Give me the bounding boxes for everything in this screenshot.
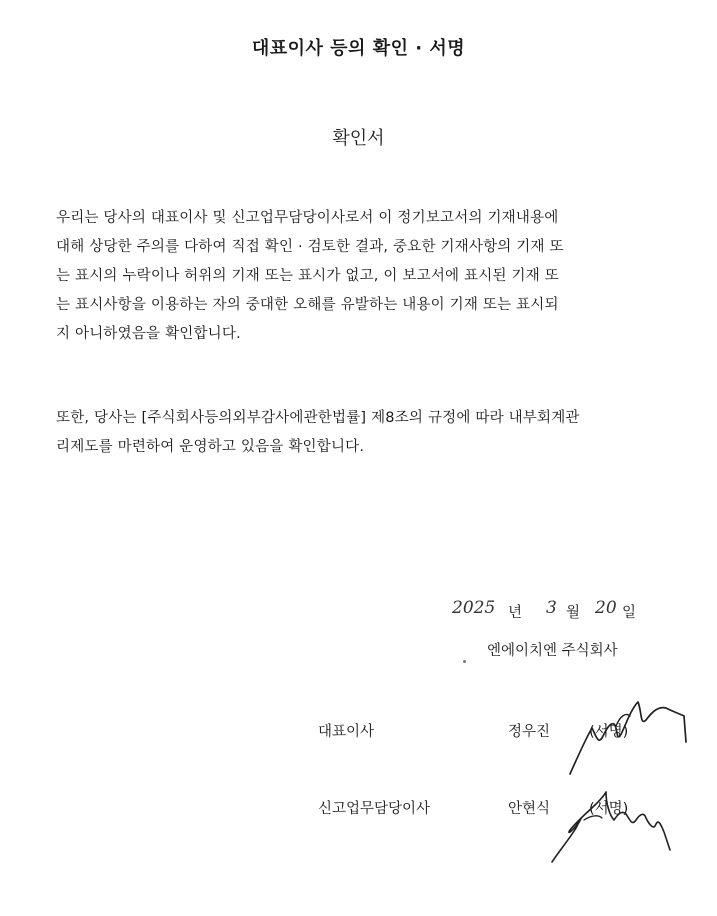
confirmation-paragraph <box>56 204 656 349</box>
date-month-handwritten: 3 <box>546 598 557 618</box>
handwritten-signature-director <box>540 780 690 870</box>
paragraph-line: 는 표시사항을 이용하는 자의 중대한 오해를 유발하는 내용이 기재 또는 표시되 <box>56 297 559 313</box>
paragraph-line: 는 표시의 누락이나 허위의 기재 또는 표시가 없고, 이 보고서에 표시된 기재 또 <box>56 268 559 284</box>
handwritten-signature-ceo <box>560 686 700 782</box>
paragraph-line: 또한, 당사는 [주식회사등의외부감사에관한법률] 제8조의 규정에 따라 내부회계관 <box>56 410 580 426</box>
paragraph-line: 지 아니하였음을 확인합니다. <box>56 326 241 342</box>
company-name: 엔에이치엔 주식회사 <box>487 643 618 659</box>
signatory-name: 정우진 <box>508 724 551 740</box>
signatory-role: 대표이사 <box>318 724 375 740</box>
date-year-label: 년 <box>508 605 523 621</box>
date-month-label: 월 <box>566 605 581 621</box>
paragraph-line: 대해 상당한 주의를 다하여 직접 확인 · 검토한 결과, 중요한 기재사항의 기재 또 <box>56 239 564 255</box>
date-day-label: 일 <box>622 605 637 621</box>
confirmation-heading: 확인서 <box>332 128 385 149</box>
signature-placeholder: (서명) <box>589 724 629 740</box>
signatory-name: 안현식 <box>508 801 551 817</box>
signatory-role: 신고업무담당이사 <box>318 801 431 817</box>
scan-dot <box>463 660 466 663</box>
date-year-handwritten: 2025 <box>452 598 496 618</box>
date-day-handwritten: 20 <box>595 598 617 618</box>
document-title: 대표이사 등의 확인 · 서명 <box>251 38 466 59</box>
paragraph-line: 우리는 당사의 대표이사 및 신고업무담당이사로서 이 정기보고서의 기재내용에 <box>56 210 559 226</box>
signature-date <box>452 596 672 624</box>
paragraph-line: 리제도를 마련하여 운영하고 있음을 확인합니다. <box>56 439 365 455</box>
internal-control-paragraph <box>56 404 656 462</box>
signature-placeholder: (서명) <box>589 801 629 817</box>
